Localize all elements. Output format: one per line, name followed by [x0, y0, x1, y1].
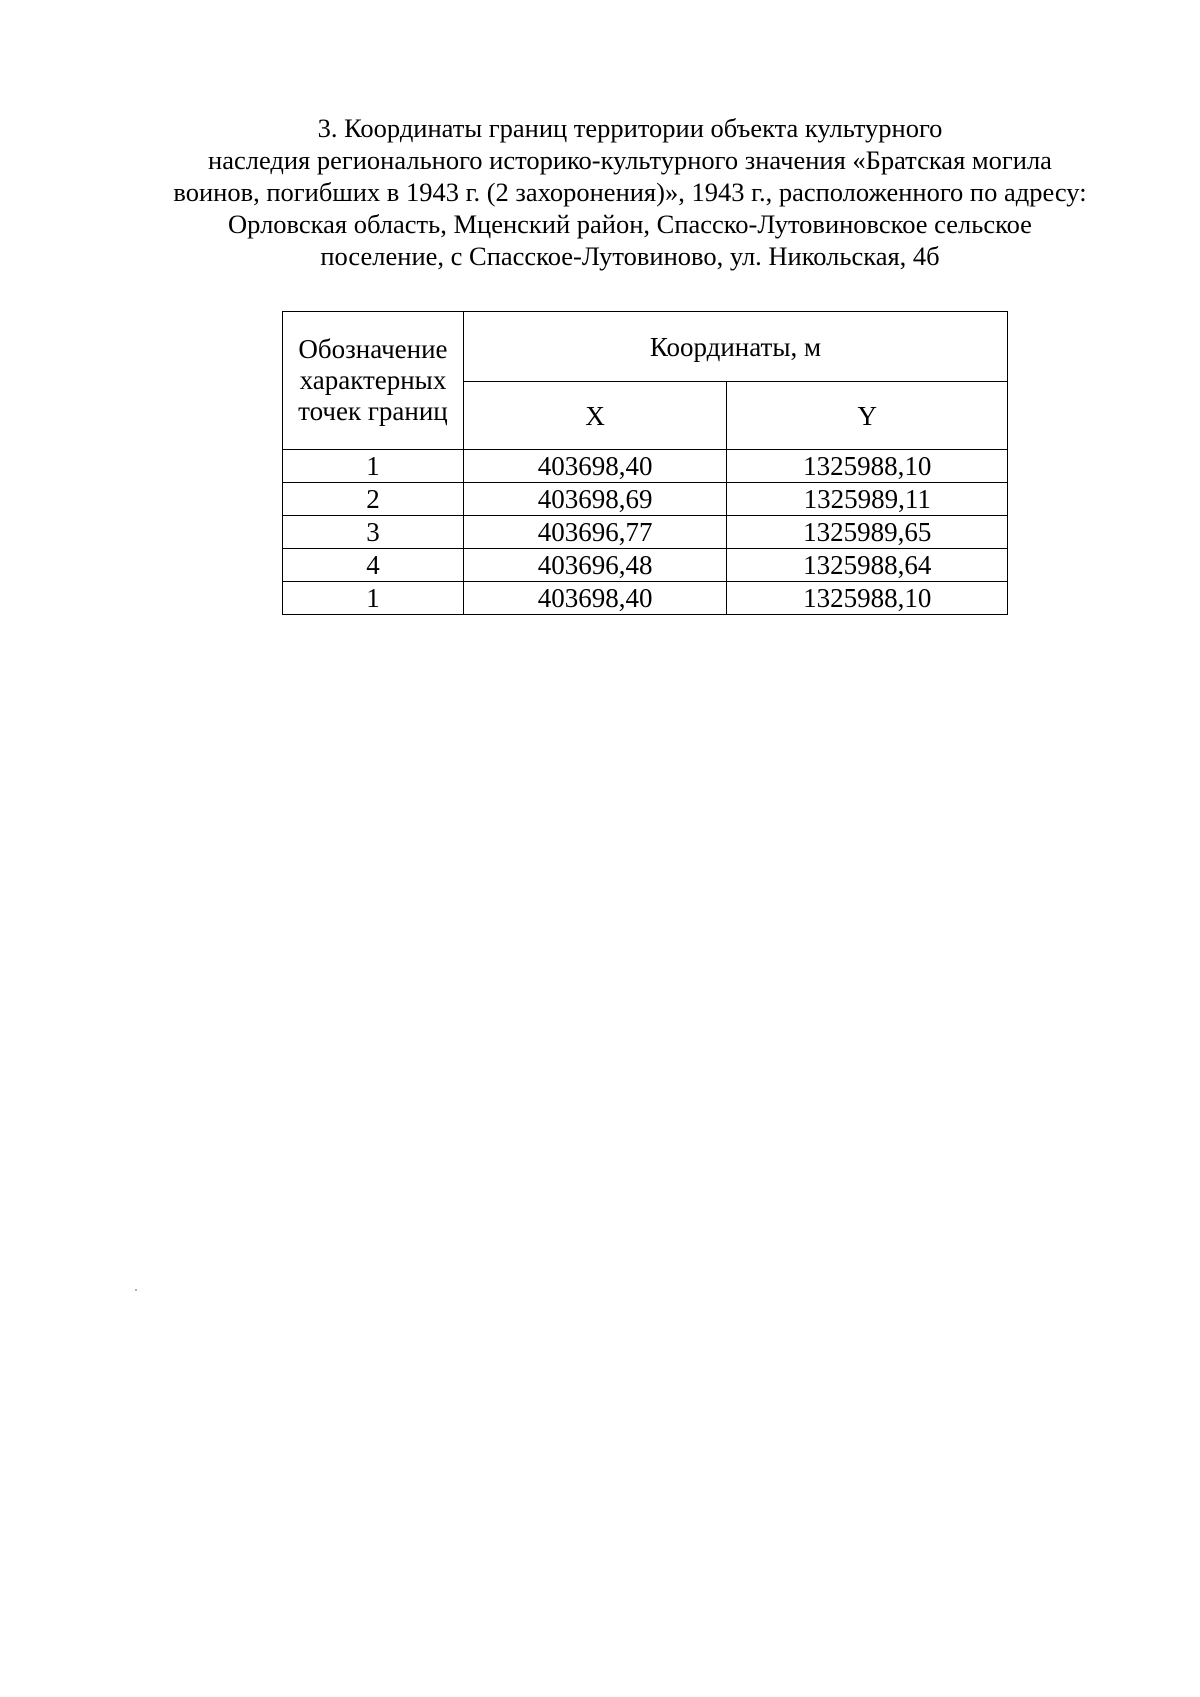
point-cell: 2 [283, 483, 464, 516]
y-cell: 1325988,64 [727, 549, 1008, 582]
y-cell: 1325989,11 [727, 483, 1008, 516]
x-cell: 403698,40 [463, 450, 727, 483]
table-row [283, 582, 1008, 615]
table-row [283, 549, 1008, 582]
heading-line: наследия регионального историко-культурного значения «Братская могила [208, 145, 1052, 175]
point-cell: 1 [283, 582, 464, 615]
y-cell: 1325988,10 [727, 450, 1008, 483]
header-point-designation: Обозначение характерных точек границ [283, 312, 464, 450]
x-cell: 403698,69 [463, 483, 727, 516]
table-header-row [283, 312, 1008, 382]
document-heading [150, 112, 1110, 272]
header-coordinates: Координаты, м [463, 312, 1007, 382]
heading-line: Орловская область, Мценский район, Спасско-Лутовиновское сельское [228, 209, 1032, 239]
x-cell: 403696,77 [463, 516, 727, 549]
scan-speck [135, 1289, 137, 1291]
x-cell: 403698,40 [463, 582, 727, 615]
table-row [283, 516, 1008, 549]
y-cell: 1325988,10 [727, 582, 1008, 615]
table-row [283, 483, 1008, 516]
coordinates-table [282, 311, 1008, 615]
point-cell: 4 [283, 549, 464, 582]
x-cell: 403696,48 [463, 549, 727, 582]
heading-line: воинов, погибших в 1943 г. (2 захоронения)», 1943 г., расположенного по адресу: [173, 177, 1087, 207]
point-cell: 3 [283, 516, 464, 549]
point-cell: 1 [283, 450, 464, 483]
header-x: X [463, 382, 727, 450]
header-y: Y [727, 382, 1008, 450]
y-cell: 1325989,65 [727, 516, 1008, 549]
heading-line: 3. Координаты границ территории объекта культурного [317, 113, 943, 143]
table-row [283, 450, 1008, 483]
heading-line: поселение, с Спасское-Лутовиново, ул. Никольская, 4б [320, 241, 940, 271]
